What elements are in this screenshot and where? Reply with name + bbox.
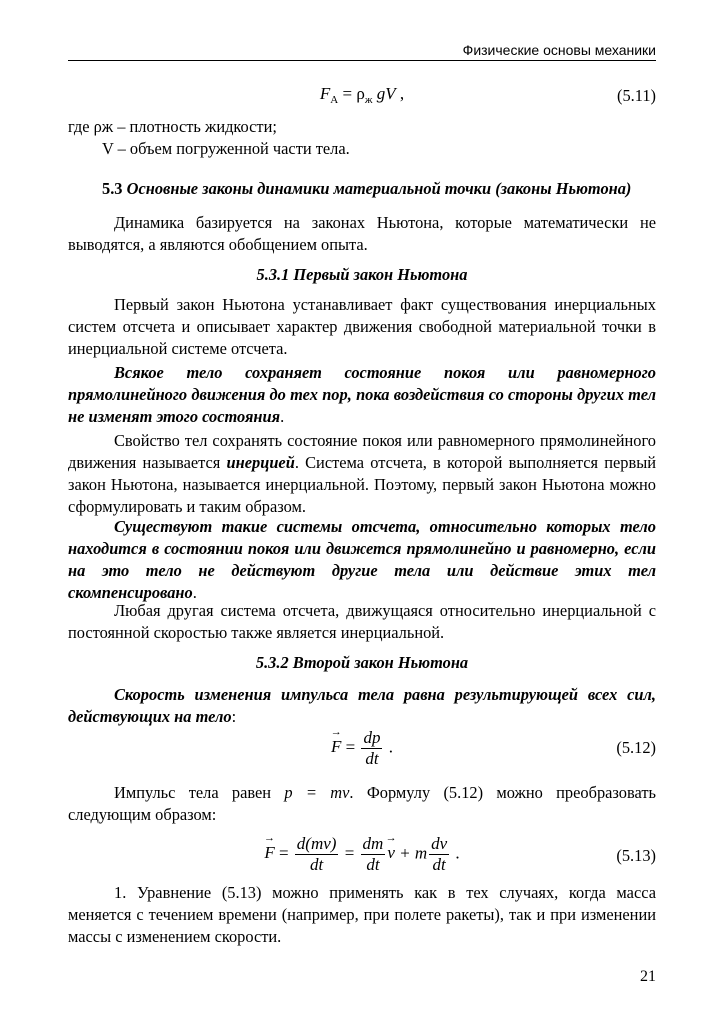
second-law-text: Скорость изменения импульса тела равна результирующей всех сил, действующих на тело [68,685,656,726]
eq511-F: F [319,84,331,103]
page-number: 21 [640,968,656,985]
eq513-fraction-3 [429,834,449,875]
eq513-num2: dm [362,834,384,853]
eq512-fraction [361,728,382,769]
eq513-v: → v [387,843,395,863]
header-rule [68,60,656,61]
eq512-numerator: dp [363,728,381,747]
section-title: Основные законы динамики материальной точки (законы Ньютона) [126,179,632,198]
section-number: 5.3 [102,179,123,198]
eq-number-5-12: (5.12) [616,738,656,757]
eq513-fraction-2 [361,834,386,875]
paragraph-first-law-intro: Первый закон Ньютона устанавливает факт существования инерциальных систем отсчета и описывает характер движения свободной материальной точки в инерциальной системе отсчета. [68,295,656,358]
section-heading-5-3 [102,178,662,200]
eq513-num3: dv [431,834,448,853]
equation-5-12 [68,728,656,769]
subsection-heading-5-3-2: 5.3.2 Второй закон Ньютона [255,653,469,672]
paragraph-inertia [68,430,656,518]
first-law-end: . [280,407,285,426]
subsection-heading-5-3-1: 5.3.1 Первый закон Ньютона [256,265,468,284]
first-law-alt-statement [68,516,656,604]
eq512-eq: = [341,737,360,757]
eq513-dot: . [451,843,460,863]
first-law-alt-text: Существуют такие системы отсчета, относительно которых тело находится в состоянии покоя или движется прямолинейно и равномерно, если на это тело не действуют другие тела или действие этих тел скомпенсировано [68,517,656,602]
inertia-text-c: . Система отсчета, в которой выполняется первый закон Ньютона, называется инерциальной. Поэтому, первый закон Ньютона можно сформулировать и таким образом. [68,453,657,516]
where-line-1: где ρж – плотность жидкости; [68,117,277,136]
inertia-text-a: Свойство тел сохранять состояние покоя или равномерного прямолинейного движения называется [68,431,656,472]
eq511-eq: = [338,84,357,103]
eq-number-5-13: (5.13) [616,846,656,865]
eq-number-5-11: (5.11) [617,86,656,105]
eq513-fraction-1 [295,834,339,875]
eq513-F: → F [264,843,274,863]
eq511-gV: gV [372,84,396,103]
second-law-end: : [231,707,237,726]
impulse-formula: p = mv [284,783,350,802]
eq513-den3: dt [432,855,446,874]
first-law-text: Всякое тело сохраняет состояние покоя или равномерного прямолинейного движения до тех пор, пока воздействия со стороны других тел не изменят этого состояния [68,363,656,426]
eq513-eq: = [274,843,293,863]
second-law-statement [68,684,656,728]
eq512-dot: . [384,737,393,757]
eq513-eq2: = [340,843,359,863]
eq511-comma: , [395,84,405,103]
equation-5-11 [68,84,656,106]
eq512-denominator: dt [365,749,379,768]
paragraph-note: 1. Уравнение (5.13) можно применять как в тех случаях, когда масса меняется с течением времени (например, при полете ракеты), так и при изменении массы с изменением скорости. [68,883,656,946]
first-law-statement [68,362,656,428]
impulse-text-a: Импульс тела равен [114,783,285,802]
equation-5-13 [68,834,656,875]
inertia-term: инерцией [226,453,295,472]
eq513-plus-m: + m [394,843,428,863]
eq511-F-sub: A [330,94,339,106]
running-header: Физические основы механики [462,42,656,58]
eq513-num1: d(mv) [296,834,337,853]
eq511-rho: ρ [356,84,365,103]
eq511-rho-sub: ж [364,94,373,106]
eq513-den1: dt [310,855,324,874]
first-law-alt-end: . [192,583,197,602]
eq513-den2: dt [366,855,380,874]
paragraph-other-frames: Любая другая система отсчета, движущаяся относительно инерциальной с постоянной скоростью также является инерциальной. [68,601,656,642]
paragraph-dynamics: Динамика базируется на законах Ньютона, которые математически не выводятся, а являются обобщением опыта. [68,213,656,254]
impulse-text-b: . Формулу (5.12) можно преобразовать следующим образом: [68,783,656,824]
where-line-2: V – объем погруженной части тела. [102,139,350,158]
paragraph-impulse [68,782,656,826]
eq512-F: → F [331,737,341,757]
